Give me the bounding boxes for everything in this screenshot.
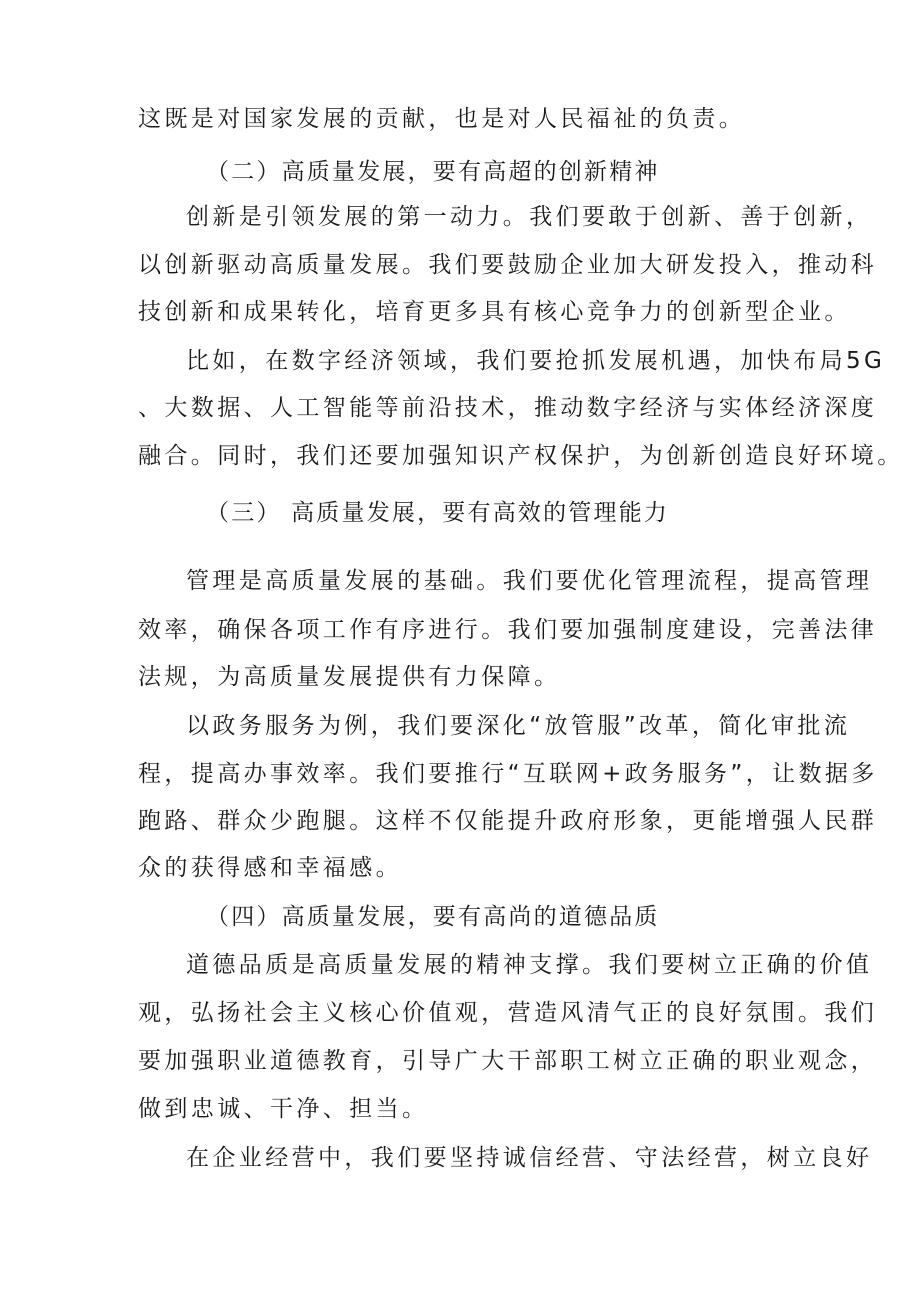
paragraph-line: 以政务服务为例，我们要深化“放管服”改革，简化审批流 (186, 713, 851, 739)
paragraph-line: 程，提高办事效率。我们要推行“互联网+政务服务”，让数据多 (138, 761, 878, 787)
paragraph-line: 创新是引领发展的第一动力。我们要敢于创新、善于创新， (186, 204, 873, 230)
paragraph-line: 在企业经营中，我们要坚持诚信经营、守法经营，树立良好 (186, 1145, 873, 1171)
section-heading-3: （三） 高质量发展，要有高效的管理能力 (206, 500, 670, 526)
paragraph-line: 众的获得感和幸福感。 (138, 855, 402, 881)
paragraph-line: 观，弘扬社会主义核心价值观，营造风清气正的良好氛围。我们 (138, 1000, 878, 1026)
paragraph-line: 比如，在数字经济领域，我们要抢抓发展机遇，加快布局5G (186, 348, 886, 374)
paragraph-line: 法规，为高质量发展提供有力保障。 (138, 664, 561, 690)
paragraph-line: 要加强职业道德教育，引导广大干部职工树立正确的职业观念， (138, 1048, 878, 1074)
paragraph-line: 管理是高质量发展的基础。我们要优化管理流程，提高管理 (186, 568, 873, 594)
paragraph-line: 跑路、群众少跑腿。这样不仅能提升政府形象，更能增强人民群 (138, 808, 878, 834)
paragraph-line: 、大数据、人工智能等前沿技术，推动数字经济与实体经济深度 (138, 395, 878, 421)
section-heading-4: （四）高质量发展，要有高尚的道德品质 (206, 904, 660, 930)
paragraph-line: 道德品质是高质量发展的精神支撑。我们要树立正确的价值 (186, 952, 873, 978)
paragraph-line: 融合。同时，我们还要加强知识产权保护，为创新创造良好环境。 (138, 443, 904, 469)
paragraph-line: 做到忠诚、干净、担当。 (138, 1096, 429, 1122)
paragraph-line: 技创新和成果转化，培育更多具有核心竞争力的创新型企业。 (138, 299, 851, 325)
paragraph-line: 这既是对国家发展的贡献，也是对人民福祉的负责。 (138, 106, 746, 132)
section-heading-2: （二）高质量发展，要有高超的创新精神 (206, 159, 660, 185)
paragraph-line: 效率，确保各项工作有序进行。我们要加强制度建设，完善法律 (138, 617, 878, 643)
paragraph-line: 以创新驱动高质量发展。我们要鼓励企业加大研发投入，推动科 (138, 252, 878, 278)
